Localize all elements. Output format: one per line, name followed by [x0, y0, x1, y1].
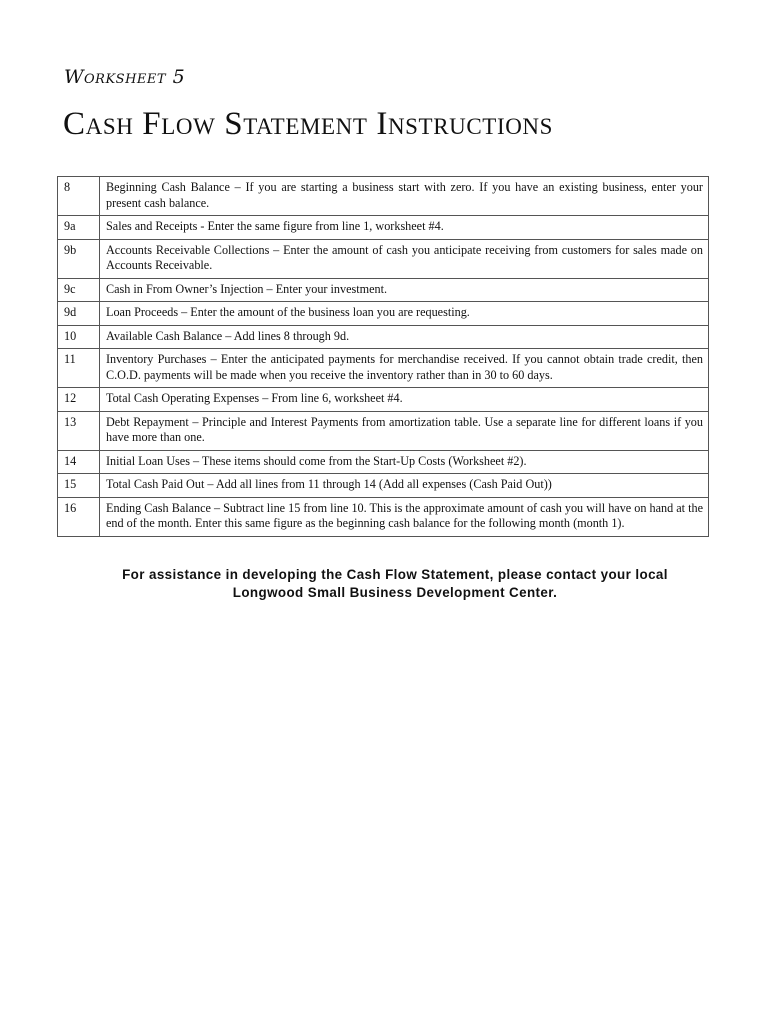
- line-description: Loan Proceeds – Enter the amount of the business loan you are requesting.: [100, 302, 709, 326]
- line-number: 16: [58, 497, 100, 536]
- line-description: Sales and Receipts - Enter the same figure from line 1, worksheet #4.: [100, 216, 709, 240]
- line-description: Cash in From Owner’s Injection – Enter your investment.: [100, 278, 709, 302]
- assistance-note-line1: For assistance in developing the Cash Flow Statement, please contact your local: [122, 567, 668, 582]
- table-row: [58, 474, 709, 498]
- table-row: [58, 450, 709, 474]
- table-row: [58, 278, 709, 302]
- table-row: [58, 177, 709, 216]
- table-row: [58, 497, 709, 536]
- line-number: 12: [58, 388, 100, 412]
- line-number: 14: [58, 450, 100, 474]
- table-row: [58, 388, 709, 412]
- line-number: 9b: [58, 239, 100, 278]
- table-row: [58, 239, 709, 278]
- line-number: 9c: [58, 278, 100, 302]
- page-title: Cash Flow Statement Instructions: [63, 106, 554, 142]
- line-number: 15: [58, 474, 100, 498]
- line-description: Accounts Receivable Collections – Enter the amount of cash you anticipate receiving from customers for sales made on Accounts Receivable.: [100, 239, 709, 278]
- line-number: 9d: [58, 302, 100, 326]
- table-row: [58, 349, 709, 388]
- table-row: [58, 302, 709, 326]
- line-description: Total Cash Paid Out – Add all lines from 11 through 14 (Add all expenses (Cash Paid Out)): [100, 474, 709, 498]
- line-description: Total Cash Operating Expenses – From line 6, worksheet #4.: [100, 388, 709, 412]
- line-description: Inventory Purchases – Enter the anticipated payments for merchandise received. If you cannot obtain trade credit, then C.O.D. payments will be made when you receive the inventory rather than in 30 to 60 days.: [100, 349, 709, 388]
- table-row: [58, 325, 709, 349]
- line-description: Ending Cash Balance – Subtract line 15 from line 10. This is the approximate amount of cash you will have on hand at the end of the month. Enter this same figure as the beginning cash balance for the following month (month 1).: [100, 497, 709, 536]
- line-number: 11: [58, 349, 100, 388]
- line-description: Beginning Cash Balance – If you are starting a business start with zero. If you have an existing business, enter your present cash balance.: [100, 177, 709, 216]
- line-description: Available Cash Balance – Add lines 8 through 9d.: [100, 325, 709, 349]
- assistance-note-line2: Longwood Small Business Development Center.: [232, 585, 558, 600]
- line-description: Initial Loan Uses – These items should come from the Start-Up Costs (Worksheet #2).: [100, 450, 709, 474]
- table-row: [58, 216, 709, 240]
- line-number: 13: [58, 411, 100, 450]
- worksheet-label: Worksheet 5: [64, 66, 186, 88]
- instructions-table: [57, 176, 709, 537]
- line-number: 9a: [58, 216, 100, 240]
- line-description: Debt Repayment – Principle and Interest Payments from amortization table. Use a separate line for different loans if you have more than one.: [100, 411, 709, 450]
- line-number: 8: [58, 177, 100, 216]
- line-number: 10: [58, 325, 100, 349]
- assistance-note: [95, 566, 695, 602]
- table-row: [58, 411, 709, 450]
